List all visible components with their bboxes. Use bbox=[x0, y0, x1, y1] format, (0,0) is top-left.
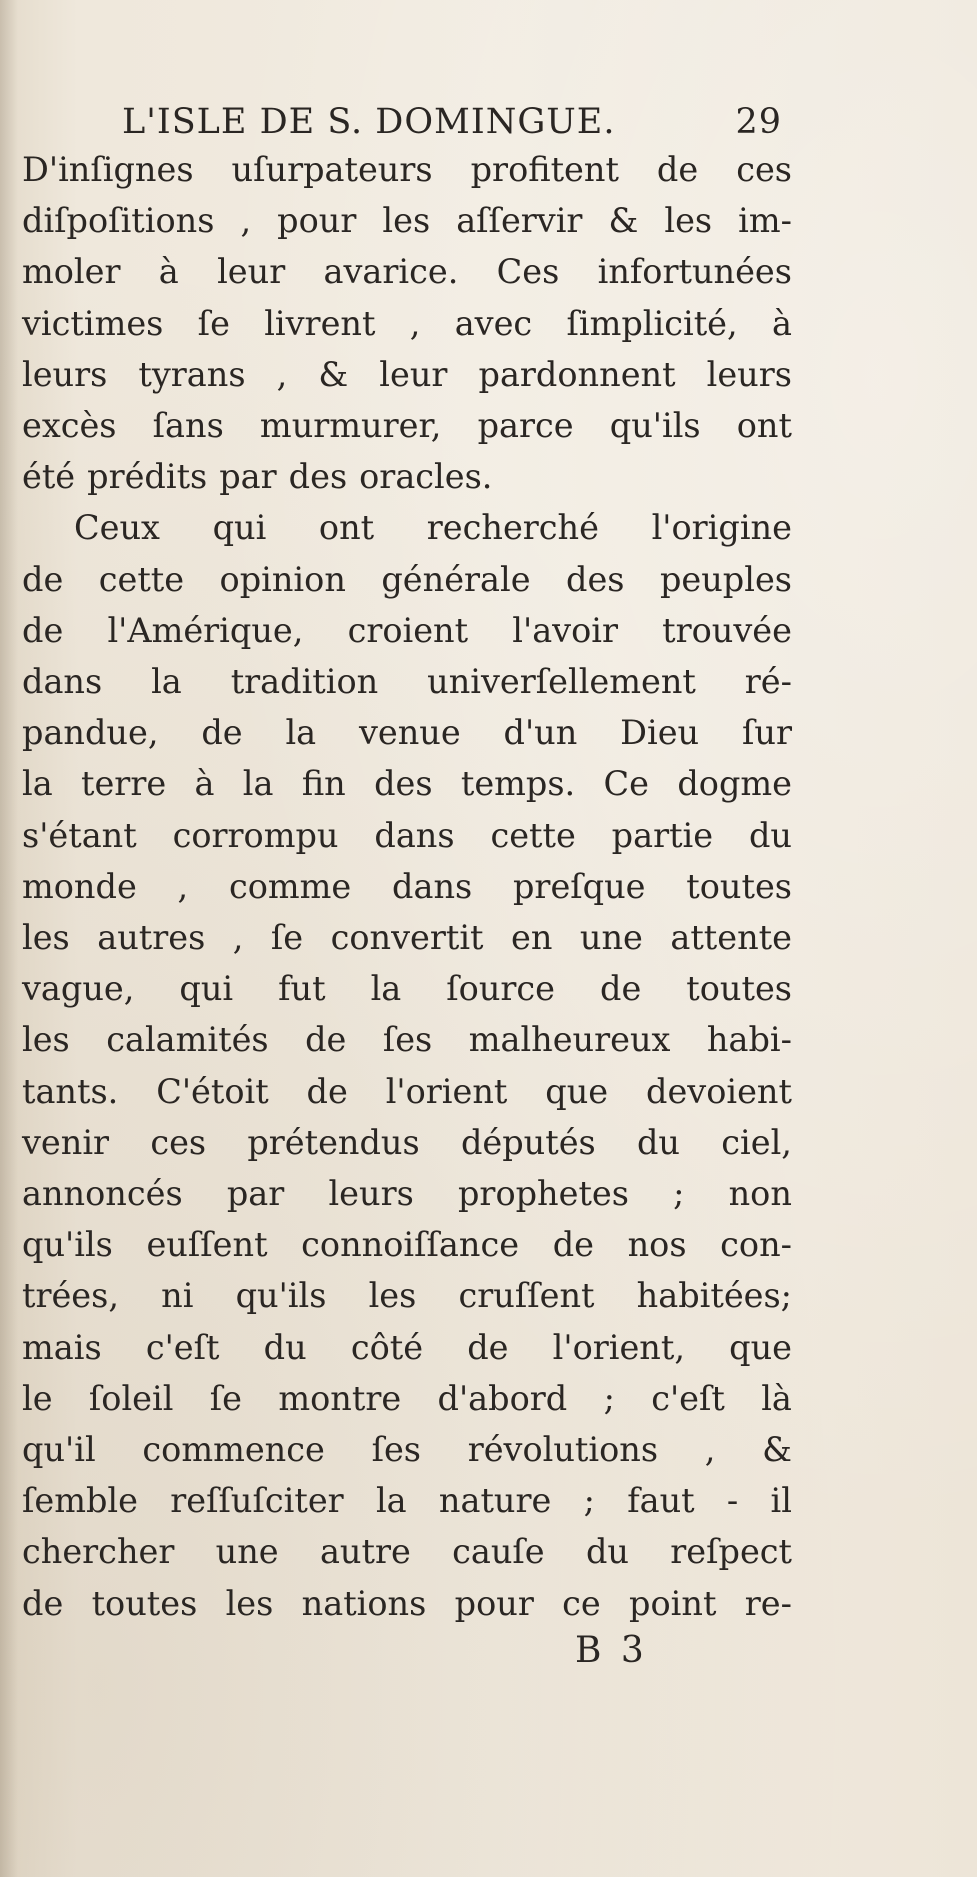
word: ſource bbox=[446, 969, 556, 1009]
word: , bbox=[409, 303, 421, 343]
word: ſemble bbox=[22, 1481, 138, 1521]
word: ſe bbox=[197, 303, 230, 343]
word: les bbox=[368, 1276, 417, 1316]
word: corrompu bbox=[172, 815, 339, 855]
word: leur bbox=[217, 252, 286, 292]
word: oracles. bbox=[359, 457, 493, 497]
word: ſe bbox=[209, 1378, 243, 1418]
word: leur bbox=[379, 354, 448, 394]
word: dogme bbox=[677, 764, 792, 804]
word: nations bbox=[301, 1583, 427, 1623]
word: qu'ils bbox=[235, 1276, 327, 1316]
word: dans bbox=[374, 815, 455, 855]
word: de bbox=[305, 1020, 347, 1060]
text-block bbox=[22, 100, 792, 1629]
word: à bbox=[771, 303, 792, 343]
word: révolutions bbox=[467, 1430, 659, 1470]
word: victimes bbox=[22, 303, 164, 343]
word: univerſellement bbox=[427, 662, 696, 702]
text-line bbox=[22, 1475, 792, 1526]
word: à bbox=[158, 252, 179, 292]
word: toutes bbox=[686, 969, 792, 1009]
word: de bbox=[201, 713, 243, 753]
word: autres bbox=[97, 918, 206, 958]
word: fut bbox=[278, 969, 326, 1009]
word: les bbox=[22, 1020, 70, 1060]
word: l'origine bbox=[651, 508, 792, 548]
word: de bbox=[22, 610, 64, 650]
word: que bbox=[545, 1071, 609, 1111]
word: terre bbox=[81, 764, 167, 804]
text-line bbox=[22, 144, 792, 195]
text-line bbox=[22, 758, 792, 809]
word: attente bbox=[670, 918, 792, 958]
word: du bbox=[636, 1122, 681, 1162]
word: profitent bbox=[470, 150, 619, 189]
word: de bbox=[552, 1225, 594, 1265]
word: s'étant bbox=[22, 815, 137, 855]
word: monde bbox=[22, 866, 137, 906]
text-line bbox=[22, 707, 792, 758]
text-line bbox=[22, 502, 792, 553]
text-line bbox=[22, 554, 792, 605]
word: toutes bbox=[91, 1583, 198, 1623]
text-line bbox=[22, 1424, 792, 1475]
word: de bbox=[306, 1071, 348, 1111]
word: ſur bbox=[741, 713, 792, 753]
word: une bbox=[215, 1532, 279, 1572]
word: les bbox=[664, 201, 713, 241]
text-line bbox=[22, 246, 792, 297]
text-line bbox=[22, 1219, 792, 1270]
word: venue bbox=[358, 713, 461, 753]
word: uſurpateurs bbox=[231, 150, 433, 189]
text-line bbox=[22, 1526, 792, 1577]
word: fin bbox=[301, 764, 346, 804]
word: commence bbox=[142, 1430, 325, 1470]
word: l'orient, bbox=[552, 1327, 685, 1367]
word: ; bbox=[583, 1481, 595, 1521]
word: ſes bbox=[371, 1430, 421, 1470]
word: trouvée bbox=[662, 610, 792, 650]
word: & bbox=[608, 201, 639, 241]
gutter-shadow bbox=[0, 0, 18, 1877]
text-line bbox=[22, 1117, 792, 1168]
word: ces bbox=[150, 1122, 207, 1162]
word: ciel, bbox=[721, 1122, 792, 1162]
word: en bbox=[511, 918, 553, 958]
word: Ce bbox=[603, 764, 649, 804]
word: re- bbox=[744, 1583, 792, 1623]
word: ont bbox=[318, 508, 375, 548]
word: qui bbox=[212, 508, 267, 548]
word: avec bbox=[454, 303, 533, 343]
body-text bbox=[22, 144, 792, 1629]
word: générale bbox=[381, 559, 531, 599]
word: ſimplicité, bbox=[566, 303, 738, 343]
word: la bbox=[370, 969, 402, 1009]
text-line bbox=[22, 656, 792, 707]
word: avarice. bbox=[323, 252, 459, 292]
word: de bbox=[467, 1327, 509, 1367]
word: vague, bbox=[22, 969, 135, 1009]
word: , bbox=[240, 201, 252, 241]
word: C'étoit bbox=[156, 1071, 269, 1111]
word: devoient bbox=[646, 1071, 792, 1111]
word: cette bbox=[98, 559, 185, 599]
word: par bbox=[219, 457, 277, 497]
word: moler bbox=[22, 252, 121, 292]
text-line bbox=[22, 195, 792, 246]
word: preſque bbox=[512, 866, 646, 906]
word: calamités bbox=[106, 1020, 269, 1060]
word: trées, bbox=[22, 1276, 119, 1316]
text-line bbox=[22, 861, 792, 912]
running-head bbox=[22, 100, 792, 144]
word: leurs bbox=[328, 1174, 414, 1214]
word: opinion bbox=[219, 559, 346, 599]
word: que bbox=[729, 1327, 792, 1367]
word: qu'il bbox=[22, 1430, 96, 1470]
word: qu'ils bbox=[609, 406, 701, 446]
word: cruſſent bbox=[458, 1276, 595, 1316]
word: ; bbox=[673, 1174, 685, 1214]
word: cauſe bbox=[452, 1532, 545, 1572]
word: habitées; bbox=[636, 1276, 792, 1316]
word: montre bbox=[278, 1378, 402, 1418]
word: faut bbox=[627, 1481, 695, 1521]
word: convertit bbox=[330, 918, 484, 958]
word: D'inſignes bbox=[22, 150, 194, 189]
word: la bbox=[285, 713, 317, 753]
word: les bbox=[225, 1583, 274, 1623]
word: des bbox=[566, 559, 625, 599]
word: Ceux bbox=[74, 508, 160, 548]
word: mais bbox=[22, 1327, 102, 1367]
word: l'avoir bbox=[512, 610, 618, 650]
word: du bbox=[585, 1532, 629, 1572]
word: députés bbox=[460, 1122, 596, 1162]
word: ni bbox=[161, 1276, 194, 1316]
word: qui bbox=[179, 969, 234, 1009]
word: dans bbox=[392, 866, 473, 906]
word: qu'ils bbox=[22, 1225, 113, 1265]
word: excès bbox=[22, 406, 117, 446]
word: prophetes bbox=[457, 1174, 629, 1214]
word: diſpoſitions bbox=[22, 201, 215, 241]
word: con- bbox=[720, 1225, 792, 1265]
word: recherché bbox=[426, 508, 599, 548]
word: ces bbox=[736, 150, 792, 189]
word: , bbox=[232, 918, 244, 958]
word: pandue, bbox=[22, 713, 159, 753]
word: peuples bbox=[659, 559, 792, 599]
word: tyrans bbox=[138, 354, 246, 394]
text-line bbox=[22, 349, 792, 400]
word: ſoleil bbox=[88, 1378, 174, 1418]
word: temps. bbox=[460, 764, 576, 804]
word: pardonnent bbox=[478, 354, 676, 394]
word: dans bbox=[22, 662, 103, 702]
word: venir bbox=[22, 1122, 110, 1162]
word: des bbox=[374, 764, 433, 804]
word: ont bbox=[736, 406, 792, 446]
word: prédits bbox=[87, 457, 208, 497]
text-line bbox=[22, 1373, 792, 1424]
word: connoiſſance bbox=[301, 1225, 520, 1265]
word: reſſuſciter bbox=[170, 1481, 344, 1521]
word: leurs bbox=[22, 354, 108, 394]
text-line bbox=[22, 1578, 792, 1629]
word: pour bbox=[454, 1583, 534, 1623]
text-line bbox=[22, 1322, 792, 1373]
word: pour bbox=[277, 201, 357, 241]
word: , bbox=[177, 866, 189, 906]
word: croient bbox=[347, 610, 469, 650]
signature-mark: B 3 bbox=[575, 1630, 648, 1671]
word: la bbox=[22, 764, 53, 804]
word: - bbox=[726, 1481, 739, 1521]
word: du bbox=[748, 815, 792, 855]
word: non bbox=[728, 1174, 792, 1214]
word: chercher bbox=[22, 1532, 175, 1572]
word: prétendus bbox=[247, 1122, 420, 1162]
word: malheureux bbox=[468, 1020, 671, 1060]
word: d'un bbox=[503, 713, 578, 753]
word: ; bbox=[603, 1378, 615, 1418]
word: l'Amérique, bbox=[107, 610, 304, 650]
word: Ces bbox=[496, 252, 560, 292]
word: tradition bbox=[230, 662, 379, 702]
word: parce bbox=[477, 406, 574, 446]
word: ré- bbox=[744, 662, 792, 702]
word: infortunées bbox=[597, 252, 792, 292]
word: le bbox=[22, 1378, 53, 1418]
word: de bbox=[656, 150, 699, 189]
running-head-title: L'ISLE DE S. DOMINGUE. bbox=[122, 102, 616, 142]
word: nature bbox=[438, 1481, 552, 1521]
text-line bbox=[22, 1168, 792, 1219]
word: de bbox=[600, 969, 642, 1009]
word: & bbox=[762, 1430, 792, 1470]
word: partie bbox=[611, 815, 714, 855]
word: Dieu bbox=[620, 713, 700, 753]
word: la bbox=[151, 662, 182, 702]
word: autre bbox=[319, 1532, 411, 1572]
word: aſſervir bbox=[456, 201, 583, 241]
word: de bbox=[22, 1583, 64, 1623]
text-line bbox=[22, 810, 792, 861]
word: ce bbox=[562, 1583, 601, 1623]
word: il bbox=[770, 1481, 792, 1521]
word: leurs bbox=[706, 354, 792, 394]
text-line bbox=[22, 1066, 792, 1117]
word: c'eſt bbox=[651, 1378, 725, 1418]
text-line bbox=[22, 1270, 792, 1321]
word: été bbox=[22, 457, 76, 497]
word: nos bbox=[627, 1225, 687, 1265]
word: l'orient bbox=[385, 1071, 508, 1111]
word: toutes bbox=[686, 866, 792, 906]
word: de bbox=[22, 559, 64, 599]
word: murmurer, bbox=[259, 406, 442, 446]
word: là bbox=[761, 1378, 792, 1418]
word: c'eſt bbox=[145, 1327, 220, 1367]
word: habi- bbox=[706, 1020, 792, 1060]
word: des bbox=[288, 457, 348, 497]
word: im- bbox=[738, 201, 792, 241]
text-line bbox=[22, 298, 792, 349]
word: tants. bbox=[22, 1071, 119, 1111]
text-line bbox=[22, 451, 792, 502]
word: , bbox=[704, 1430, 716, 1470]
text-line bbox=[22, 605, 792, 656]
word: les bbox=[22, 918, 70, 958]
text-line bbox=[22, 1014, 792, 1065]
word: & bbox=[318, 354, 349, 394]
word: , bbox=[276, 354, 288, 394]
word: la bbox=[242, 764, 274, 804]
word: d'abord bbox=[437, 1378, 568, 1418]
word: comme bbox=[228, 866, 352, 906]
word: reſpect bbox=[670, 1532, 792, 1572]
word: une bbox=[579, 918, 643, 958]
text-line bbox=[22, 912, 792, 963]
word: à bbox=[194, 764, 215, 804]
word: livrent bbox=[264, 303, 376, 343]
word: euſſent bbox=[146, 1225, 268, 1265]
word: ſans bbox=[152, 406, 224, 446]
word: du bbox=[263, 1327, 307, 1367]
text-line bbox=[22, 400, 792, 451]
word: les bbox=[382, 201, 431, 241]
word: la bbox=[375, 1481, 407, 1521]
word: ſe bbox=[270, 918, 304, 958]
word: côté bbox=[350, 1327, 424, 1367]
text-line bbox=[22, 963, 792, 1014]
word: par bbox=[226, 1174, 285, 1214]
word: cette bbox=[490, 815, 576, 855]
word: ſes bbox=[382, 1020, 433, 1060]
page-number: 29 bbox=[735, 102, 782, 142]
word: point bbox=[629, 1583, 717, 1623]
word: annoncés bbox=[22, 1174, 183, 1214]
